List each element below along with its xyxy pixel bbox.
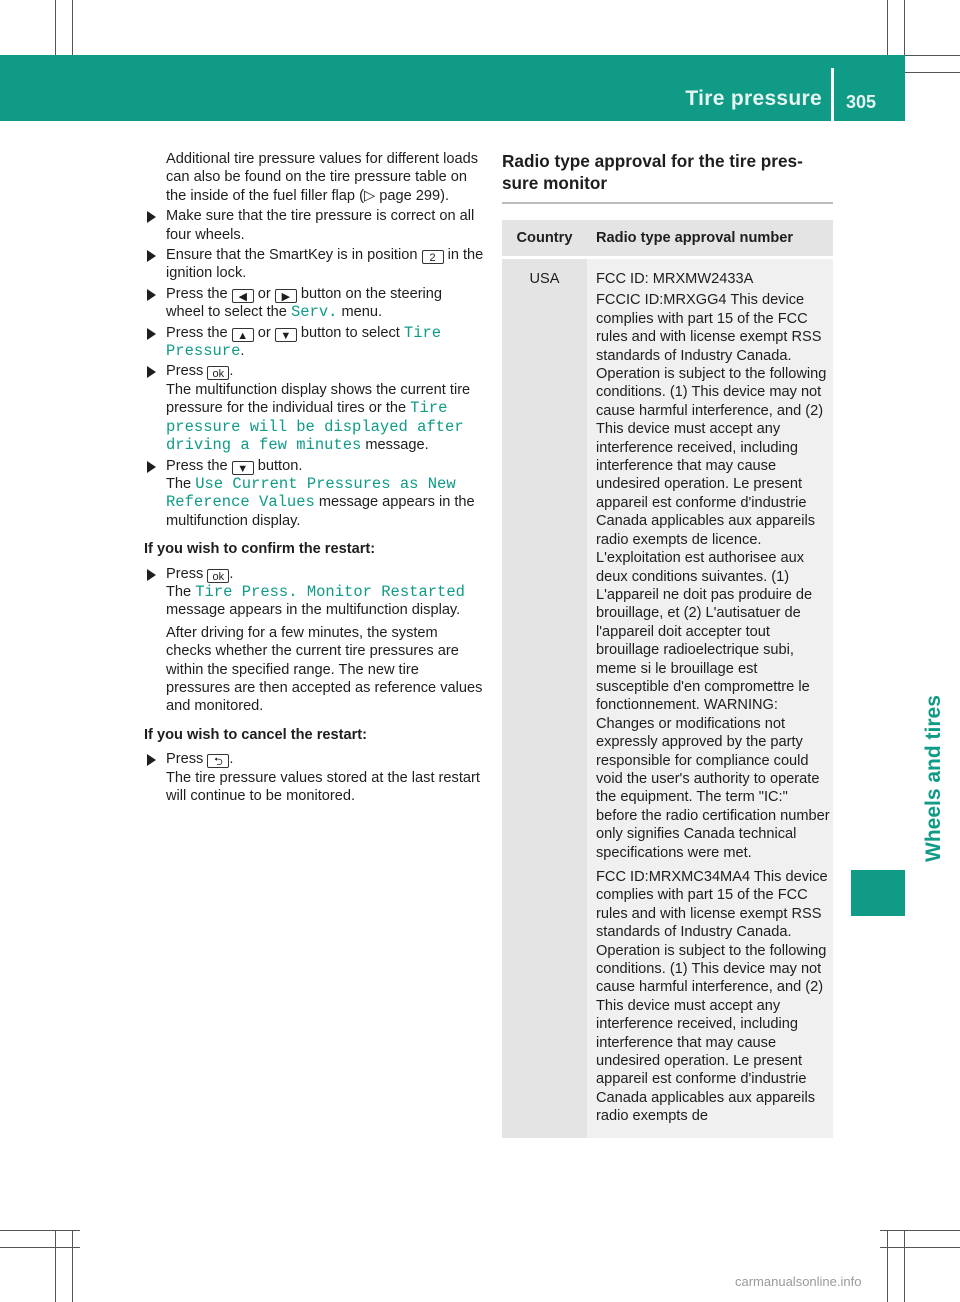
up-arrow-key-icon [232, 328, 254, 342]
page-number: 305 [846, 92, 877, 112]
page-title: Tire pressure [685, 87, 822, 110]
table-row [502, 259, 833, 1138]
step-arrow-icon [147, 211, 156, 223]
header-divider [831, 68, 834, 121]
column-header-approval: Radio type approval number [596, 229, 794, 246]
serv-menu-label: Serv. [290, 303, 338, 322]
ok-key-icon: ok [207, 366, 229, 380]
display-message: Tire pressure will be displayed after driving a few minutes [166, 399, 464, 455]
cell-approval [587, 259, 833, 1138]
intro-paragraph: Additional tire pressure values for different loads can also be found on the tire pressure table on the inside of the fuel filler flap (▷ page 299). [166, 151, 479, 204]
step-arrow-icon [147, 289, 156, 301]
step-select-serv: Press the ◀ or ▶ button on the steering wheel to select the Serv. menu. [144, 285, 484, 322]
fcc-id-line: FCC ID: MRXMW2433A [596, 271, 754, 287]
left-column [144, 150, 484, 807]
watermark: carmanualsonline.info [735, 1274, 862, 1289]
crop-mark [0, 1247, 80, 1248]
page-reference: (▷ page 299). [359, 187, 450, 204]
step-arrow-icon [147, 461, 156, 473]
left-arrow-key-icon [232, 289, 254, 303]
tire-pressure-menu-label: Tire Pressure [166, 323, 442, 361]
down-arrow-key-icon [232, 461, 254, 475]
side-tab-label: Wheels and tires [922, 695, 945, 862]
step-confirm-ok: Press ok . The Tire Press. Monitor Restarted message appears in the multifunction display. [144, 565, 484, 620]
crop-mark [0, 1230, 80, 1231]
column-header-country: Country [516, 229, 573, 246]
display-message: Use Current Pressures as New Reference Values [166, 474, 456, 512]
confirm-restart-heading: If you wish to confirm the restart: [144, 541, 376, 558]
restart-explanation: After driving for a few minutes, the system checks whether the current tire pressures are within the specified range. The new tire pressures are then accepted as reference values and monitored. [166, 624, 483, 715]
step-select-tire-pressure: Press the ▲ or ▼ button to select Tire Pressure. [144, 324, 484, 361]
position-2-key-icon: 2 [422, 250, 444, 264]
crop-mark [880, 1247, 960, 1248]
cell-country: USA [502, 259, 587, 1138]
right-arrow-key-icon [275, 289, 297, 303]
side-tab-marker [851, 870, 905, 916]
step-arrow-icon [147, 328, 156, 340]
display-message: Tire Press. Monitor Restarted [195, 582, 465, 601]
approval-table [502, 220, 833, 1138]
down-arrow-key-icon [275, 328, 297, 342]
crop-mark [72, 1230, 73, 1302]
step-press-ok: Press ok . The multifunction display shows the current tire pressure for the individual tires or the Tire pressure will be displayed after driving a few minutes message. [144, 362, 484, 454]
section-divider [502, 202, 833, 204]
approval-text-1: FCCIC ID:MRXGG4 This device complies with part 15 of the FCC rules and with license exempt RSS standards of Industry Canada. Operation is subject to the following conditions. (1) This device may not cause harmful interference, and (2) This device must accept any interference received, including interference that may cause undesired operation. Le present appareil est conforme d'industrie Canada applicables aux appareils radio exempts de licence. L'exploitation est authorisee aux deux conditions suivantes. (1) L'appareil ne doit pas produire de brouillage, et (2) L'autisatuer de l'appareil doit accepter tout brouillage radioelectrique subi, meme si le brouillage est susceptible d'en compromettre le fonctionnement. WARNING: Changes or modifications not expressly approved by the party responsible for compliance could void the user's authority to operate the equipment. The term "IC:" before the radio certification number only signifies Canada technical specifications were met. [596, 292, 830, 861]
step-arrow-icon [147, 569, 156, 581]
step-arrow-icon [147, 754, 156, 766]
section-title: Radio type approval for the tire pressure monitor [502, 151, 803, 193]
step-check-pressure: Make sure that the tire pressure is correct on all four wheels. [144, 207, 484, 244]
approval-text-2: FCC ID:MRXMC34MA4 This device complies with part 15 of the FCC rules and with license exempt RSS standards of Industry Canada. Operation is subject to the following conditions. (1) This device may not cause harmful interference, and (2) This device must accept any interference received, including interference that may cause undesired operation. Le present appareil est conforme d'industrie Canada applicables aux appareils radio exempts de [596, 869, 828, 1125]
step-arrow-icon [147, 366, 156, 378]
table-header-row [502, 220, 833, 256]
ok-key-icon: ok [207, 569, 229, 583]
step-press-down: Press the ▼ button. The Use Current Pressures as New Reference Values message appears in the multifunction display. [144, 457, 484, 531]
crop-mark [887, 1230, 888, 1302]
crop-mark [880, 1230, 960, 1231]
right-column [502, 150, 833, 1138]
crop-mark [904, 1230, 905, 1302]
back-key-icon: ⮌ [207, 754, 229, 768]
step-smartkey: Ensure that the SmartKey is in position 2 in the ignition lock. [144, 246, 484, 283]
step-cancel-back: Press ⮌ . The tire pressure values stored at the last restart will continue to be monitored. [144, 750, 484, 805]
step-arrow-icon [147, 250, 156, 262]
cancel-restart-heading: If you wish to cancel the restart: [144, 726, 368, 743]
crop-mark [55, 1230, 56, 1302]
